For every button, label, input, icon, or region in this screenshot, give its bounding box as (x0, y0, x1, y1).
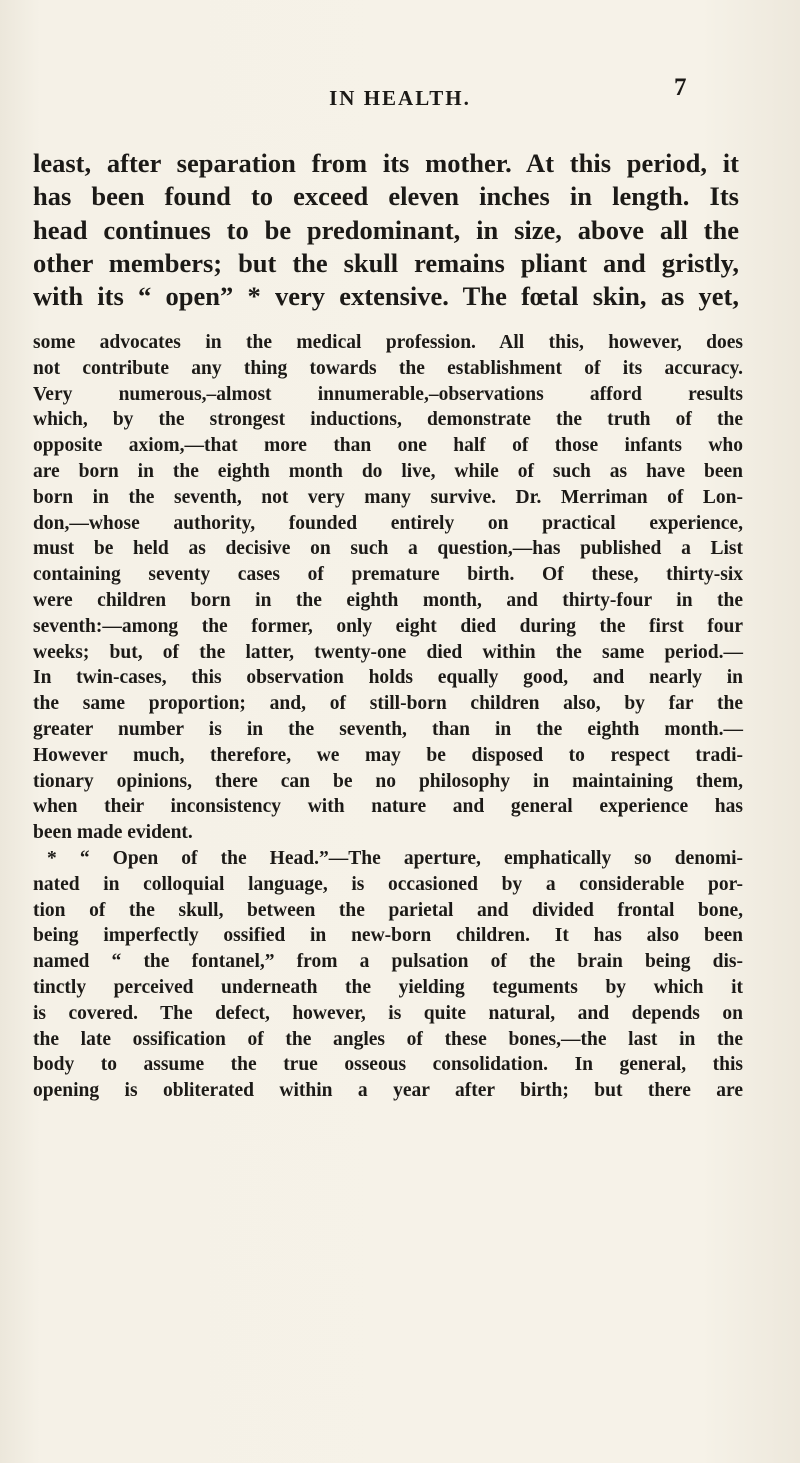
note-line: some advocates in the medical profession. All this, however, does (33, 332, 743, 353)
note-line: In twin-cases, this observation holds equally good, and nearly in (33, 667, 743, 689)
footnote-line: being imperfectly ossified in new-born children. It has also been (33, 925, 743, 947)
footnotes-block (33, 330, 743, 1104)
note-line: are born in the eighth month do live, while of such as have been (33, 460, 743, 482)
footnote-line: nated in colloquial language, is occasioned by a considerable por- (33, 873, 743, 895)
page-number: 7 (674, 74, 687, 101)
note-line: not contribute any thing towards the establishment of its accuracy. (33, 357, 743, 379)
note-line: weeks; but, of the latter, twenty-one died within the same period.— (33, 641, 743, 663)
page-header (0, 74, 800, 116)
main-text-block (33, 147, 739, 313)
footnote-line: named “ the fontanel,” from a pulsation of the brain being dis- (33, 951, 743, 973)
note-line: which, by the strongest inductions, demonstrate the truth of the (33, 409, 743, 431)
note-line: been made evident. (33, 822, 193, 844)
note-line: when their inconsistency with nature and general experience has (33, 796, 743, 818)
note-line: tionary opinions, there can be no philosophy in maintaining them, (33, 770, 743, 792)
note-line: opposite axiom,—that more than one half of those infants who (33, 435, 743, 457)
note-line: seventh:—among the former, only eight died during the first four (33, 615, 743, 637)
note-line: Very numerous,–almost innumerable,–observations afford results (33, 383, 743, 405)
main-text-line: with its “ open” * very extensive. The fœtal skin, as yet, (33, 281, 739, 312)
note-line: containing seventy cases of premature birth. Of these, thirty-six (33, 564, 743, 586)
main-text-line: head continues to be predominant, in size, above all the (33, 214, 739, 245)
footnote-open-of-the-head (33, 846, 743, 1104)
footnote-line: the late ossification of the angles of these bones,—the last in the (33, 1028, 743, 1050)
note-line: greater number is in the seventh, than in the eighth month.— (33, 718, 743, 740)
note-line: don,—whose authority, founded entirely on practical experience, (33, 512, 743, 534)
note-line: the same proportion; and, of still-born children also, by far the (33, 693, 743, 715)
footnote-line: body to assume the true osseous consolidation. In general, this (33, 1054, 743, 1076)
running-head: IN HEALTH. (329, 86, 471, 110)
note-line: were children born in the eighth month, and thirty-four in the (33, 589, 743, 611)
note-line: born in the seventh, not very many survive. Dr. Merriman of Lon- (33, 486, 743, 508)
footnote-line: tinctly perceived underneath the yielding teguments by which it (33, 976, 743, 998)
main-text-line: other members; but the skull remains pliant and gristly, (33, 247, 739, 278)
main-text-line: has been found to exceed eleven inches in length. Its (33, 181, 739, 212)
footnote-line: opening is obliterated within a year after birth; but there are (33, 1080, 743, 1102)
footnote-line: is covered. The defect, however, is quite natural, and depends on (33, 1002, 743, 1024)
footnote-line: tion of the skull, between the parietal and divided frontal bone, (33, 899, 743, 921)
footnote-line: * “ Open of the Head.”—The aperture, emphatically so denomi- (47, 847, 743, 869)
main-text-line: least, after separation from its mother. At this period, it (33, 148, 739, 178)
note-line: must be held as decisive on such a question,—has published a List (33, 538, 743, 560)
continued-note (33, 330, 743, 846)
note-line: However much, therefore, we may be disposed to respect tradi- (33, 744, 743, 766)
